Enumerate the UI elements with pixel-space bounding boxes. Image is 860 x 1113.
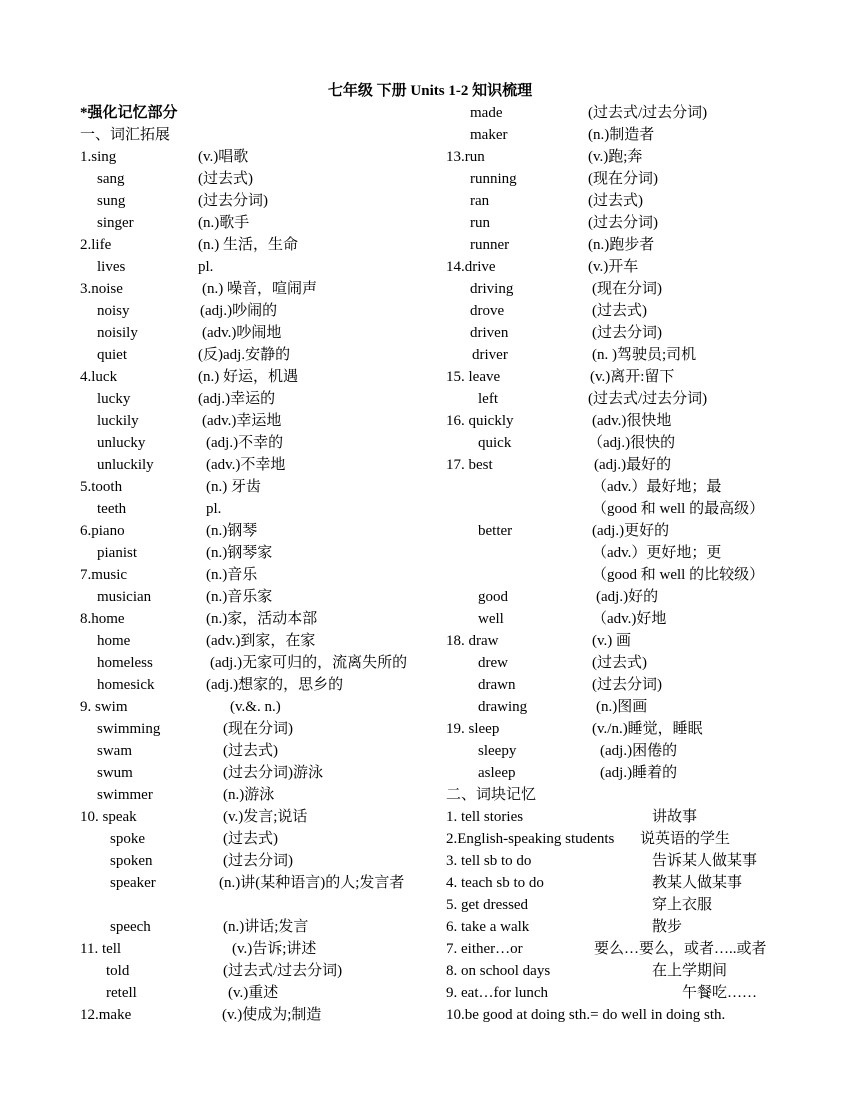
vocab-right-row <box>446 740 846 762</box>
vocab-left-term: noisy <box>97 303 130 319</box>
vocab-left-meaning: (n.)音乐 <box>206 567 258 583</box>
vocab-right-term: driver <box>472 347 508 363</box>
vocab-left-row <box>80 212 440 234</box>
vocab-left-row <box>80 718 440 740</box>
vocab-right-meaning: (v.)跑;奔 <box>588 149 643 165</box>
vocab-left-row <box>80 960 440 982</box>
vocab-left-meaning: (adj.)幸运的 <box>198 391 276 407</box>
vocab-right-meaning: (过去式/过去分词) <box>588 391 708 407</box>
vocab-right-meaning: (现在分词) <box>592 281 662 297</box>
vocab-left-term: lives <box>97 259 126 275</box>
vocab-right-row <box>446 454 846 476</box>
vocab-left-row <box>80 344 440 366</box>
vocab-right-meaning: (v.)离开:留下 <box>590 369 675 385</box>
vocab-right-term: 15. leave <box>446 369 501 385</box>
vocab-left-row <box>80 234 440 256</box>
vocab-right-row <box>446 432 846 454</box>
vocab-left-meaning: (n.)家，活动本部 <box>206 611 318 627</box>
vocab-left-row <box>80 674 440 696</box>
vocab-right-term: sleepy <box>478 743 517 759</box>
vocab-right-term: made <box>470 105 503 121</box>
vocab-left-row <box>80 1004 440 1026</box>
vocab-right-row <box>446 762 846 784</box>
vocab-list-left <box>80 146 440 1026</box>
vocab-right-row <box>446 146 846 168</box>
vocab-left-term: 10. speak <box>80 809 137 825</box>
vocab-right-meaning: (过去式/过去分词) <box>588 105 708 121</box>
vocab-right-row <box>446 498 846 520</box>
vocab-left-meaning: (adv.)幸运地 <box>202 413 282 429</box>
vocab-left-meaning: (v.)发言;说话 <box>223 809 308 825</box>
vocab-left-meaning: (过去式) <box>198 171 253 187</box>
subsection-phrases-heading: 二、词块记忆 <box>446 787 537 803</box>
vocab-right-meaning: (adj.)最好的 <box>594 457 672 473</box>
vocab-right-row <box>446 388 846 410</box>
vocab-left-term: 7.music <box>80 567 128 583</box>
right-column <box>446 102 846 1026</box>
phrase-row <box>446 938 846 960</box>
vocab-right-row <box>446 344 846 366</box>
vocab-left-meaning: (过去分词) <box>198 193 268 209</box>
vocab-left-row <box>80 476 440 498</box>
vocab-left-meaning: (adj.)吵闹的 <box>200 303 278 319</box>
phrase-meaning: 在上学期间 <box>652 963 728 979</box>
vocab-right-row <box>446 696 846 718</box>
vocab-left-row <box>80 190 440 212</box>
vocab-list-right <box>446 102 846 784</box>
vocab-left-meaning: (n.) 牙齿 <box>206 479 261 495</box>
vocab-right-term: 17. best <box>446 457 493 473</box>
vocab-right-row <box>446 102 846 124</box>
vocab-right-term: well <box>478 611 504 627</box>
vocab-left-row <box>80 388 440 410</box>
vocab-left-term: 8.home <box>80 611 125 627</box>
vocab-right-term: run <box>470 215 490 231</box>
vocab-left-term: speaker <box>110 875 156 891</box>
vocab-right-meaning: （good 和 well 的比较级） <box>592 567 765 583</box>
vocab-right-meaning: （adv.）更好地；更 <box>592 545 722 561</box>
vocab-left-row <box>80 652 440 674</box>
vocab-left-meaning: (过去式) <box>223 743 278 759</box>
vocab-left-row <box>80 410 440 432</box>
vocab-left-row <box>80 828 440 850</box>
phrase-row <box>446 894 846 916</box>
vocab-right-term: 14.drive <box>446 259 496 275</box>
vocab-left-meaning: (v.&. n.) <box>230 699 281 715</box>
vocab-right-meaning: (adj.)好的 <box>596 589 659 605</box>
vocab-left-row <box>80 850 440 872</box>
vocab-left-term: pianist <box>97 545 137 561</box>
vocab-right-term: driving <box>470 281 514 297</box>
vocab-right-term: asleep <box>478 765 516 781</box>
vocab-right-row <box>446 300 846 322</box>
vocab-right-meaning: (adj.)睡着的 <box>600 765 678 781</box>
vocab-left-term: 11. tell <box>80 941 122 957</box>
vocab-right-meaning: （adv.）最好地；最 <box>592 479 722 495</box>
vocab-left-row <box>80 366 440 388</box>
vocab-left-row <box>80 322 440 344</box>
vocab-right-row <box>446 322 846 344</box>
phrase-term: 10.be good at doing sth.= do well in doing sth. <box>446 1007 726 1023</box>
phrase-term: 9. eat…for lunch <box>446 985 549 1001</box>
vocab-left-row <box>80 982 440 1004</box>
vocab-left-term: swimming <box>97 721 161 737</box>
vocab-right-term: quick <box>478 435 512 451</box>
vocab-left-meaning: (n.) 噪音，喧闹声 <box>202 281 317 297</box>
vocab-left-term: 9. swim <box>80 699 128 715</box>
phrase-meaning: 散步 <box>652 919 683 935</box>
phrase-term: 4. teach sb to do <box>446 875 544 891</box>
vocab-left-term: 3.noise <box>80 281 123 297</box>
vocab-left-meaning: (过去分词) <box>223 853 293 869</box>
vocab-right-meaning: (v.) 画 <box>592 633 632 649</box>
vocab-right-meaning: (v.)开车 <box>588 259 639 275</box>
vocab-right-meaning: (过去分词) <box>592 677 662 693</box>
vocab-right-meaning: (过去式) <box>592 303 647 319</box>
vocab-right-row <box>446 652 846 674</box>
vocab-left-term: swimmer <box>97 787 153 803</box>
phrase-term: 5. get dressed <box>446 897 529 913</box>
vocab-right-term: left <box>478 391 498 407</box>
vocab-left-row <box>80 146 440 168</box>
phrase-meaning: 教某人做某事 <box>652 875 743 891</box>
phrase-row <box>446 828 846 850</box>
vocab-right-meaning: (adv.)很快地 <box>592 413 672 429</box>
phrase-term: 1. tell stories <box>446 809 524 825</box>
phrase-meaning: 讲故事 <box>652 809 698 825</box>
vocab-left-meaning: (adv.)吵闹地 <box>202 325 282 341</box>
vocab-left-row <box>80 498 440 520</box>
vocab-right-term: drew <box>478 655 508 671</box>
vocab-left-meaning: (过去式) <box>223 831 278 847</box>
vocab-right-term: drawn <box>478 677 516 693</box>
vocab-left-term: 12.make <box>80 1007 132 1023</box>
vocab-left-term: spoken <box>110 853 153 869</box>
vocab-right-meaning: （adj.)很快的 <box>588 435 676 451</box>
vocab-left-meaning: (v.)重述 <box>228 985 279 1001</box>
vocab-left-row <box>80 300 440 322</box>
vocab-left-term: spoke <box>110 831 145 847</box>
vocab-left-row <box>80 278 440 300</box>
phrase-row <box>446 850 846 872</box>
phrase-row <box>446 1004 846 1026</box>
vocab-left-term: 5.tooth <box>80 479 123 495</box>
vocab-left-meaning: (v.)告诉;讲述 <box>232 941 317 957</box>
vocab-right-term: drove <box>470 303 505 319</box>
vocab-left-meaning: (过去式/过去分词) <box>223 963 343 979</box>
vocab-left-row <box>80 608 440 630</box>
phrase-term: 6. take a walk <box>446 919 530 935</box>
vocab-left-term: 4.luck <box>80 369 118 385</box>
phrase-list <box>446 806 846 1026</box>
vocab-left-meaning: (adj.)想家的，思乡的 <box>206 677 344 693</box>
vocab-left-term: 6.piano <box>80 523 125 539</box>
vocab-left-meaning: (过去分词)游泳 <box>223 765 323 781</box>
vocab-left-row <box>80 168 440 190</box>
vocab-left-row <box>80 916 440 938</box>
vocab-left-term: quiet <box>97 347 127 363</box>
phrase-term: 8. on school days <box>446 963 551 979</box>
vocab-right-row <box>446 564 846 586</box>
vocab-right-row <box>446 410 846 432</box>
vocab-right-row <box>446 608 846 630</box>
vocab-right-row <box>446 234 846 256</box>
vocab-left-term: noisily <box>97 325 138 341</box>
vocab-left-row <box>80 542 440 564</box>
vocab-right-meaning: (过去分词) <box>592 325 662 341</box>
section-header: *强化记忆部分 <box>80 105 178 121</box>
vocab-left-term: singer <box>97 215 134 231</box>
vocab-left-term: speech <box>110 919 151 935</box>
phrase-row <box>446 806 846 828</box>
vocab-left-meaning: (n.)钢琴 <box>206 523 258 539</box>
vocab-left-meaning: (v.)使成为;制造 <box>222 1007 322 1023</box>
vocab-right-row <box>446 586 846 608</box>
vocab-right-term: 16. quickly <box>446 413 514 429</box>
vocab-left-meaning: (n.)歌手 <box>198 215 250 231</box>
vocab-right-row <box>446 190 846 212</box>
vocab-left-row <box>80 630 440 652</box>
vocab-right-row <box>446 278 846 300</box>
vocab-left-term: musician <box>97 589 152 605</box>
page-title: 七年级 下册 Units 1-2 知识梳理 <box>327 83 533 99</box>
vocab-left-term: lucky <box>97 391 131 407</box>
vocab-right-term: driven <box>470 325 509 341</box>
vocab-left-row <box>80 586 440 608</box>
vocab-right-row <box>446 630 846 652</box>
vocab-left-term: swum <box>97 765 133 781</box>
vocab-right-term: ran <box>470 193 490 209</box>
vocab-right-meaning: （adv.)好地 <box>592 611 667 627</box>
vocab-right-row <box>446 124 846 146</box>
vocab-right-term: better <box>478 523 513 539</box>
vocab-left-term: sung <box>97 193 126 209</box>
phrase-row <box>446 916 846 938</box>
vocab-right-row <box>446 168 846 190</box>
vocab-left-row <box>80 806 440 828</box>
vocab-left-row <box>80 256 440 278</box>
vocab-left-row <box>80 872 440 916</box>
vocab-right-meaning: (adj.)困倦的 <box>600 743 678 759</box>
vocab-left-term: unlucky <box>97 435 146 451</box>
vocab-right-term: runner <box>470 237 510 253</box>
vocab-left-meaning: (adj.)不幸的 <box>206 435 284 451</box>
vocab-right-meaning: (n.)跑步者 <box>588 237 655 253</box>
vocab-right-meaning: （good 和 well 的最高级） <box>592 501 765 517</box>
vocab-left-row <box>80 520 440 542</box>
vocab-right-row <box>446 256 846 278</box>
phrase-term: 7. either…or <box>446 941 523 957</box>
phrase-row <box>446 982 846 1004</box>
vocab-left-meaning: (n.) 好运，机遇 <box>198 369 298 385</box>
vocab-left-meaning: (n.) 生活，生命 <box>198 237 298 253</box>
vocab-right-meaning: (adj.)更好的 <box>592 523 670 539</box>
vocab-left-meaning: (n.)钢琴家 <box>206 545 273 561</box>
vocab-left-term: swam <box>97 743 132 759</box>
vocab-left-meaning: (n.)音乐家 <box>206 589 273 605</box>
phrase-row <box>446 960 846 982</box>
vocab-right-term: 13.run <box>446 149 485 165</box>
vocab-left-term: sang <box>97 171 125 187</box>
vocab-right-meaning: (v./n.)睡觉，睡眠 <box>592 721 703 737</box>
vocab-left-term: homesick <box>97 677 155 693</box>
vocab-right-meaning: (过去分词) <box>588 215 658 231</box>
vocab-left-row <box>80 762 440 784</box>
vocab-right-term: drawing <box>478 699 528 715</box>
vocab-left-meaning: (n.)讲话;发言 <box>223 919 309 935</box>
vocab-left-row <box>80 740 440 762</box>
vocab-left-row <box>80 432 440 454</box>
vocab-left-meaning: (n.)游泳 <box>223 787 275 803</box>
phrase-meaning: 说英语的学生 <box>640 831 731 847</box>
vocab-left-meaning: (adv.)不幸地 <box>206 457 286 473</box>
vocab-left-term: teeth <box>97 501 127 517</box>
phrase-meaning: 告诉某人做某事 <box>652 853 758 869</box>
vocab-right-row <box>446 476 846 498</box>
vocab-right-term: good <box>478 589 508 605</box>
vocab-right-meaning: (过去式) <box>588 193 643 209</box>
vocab-right-meaning: (n.)图画 <box>596 699 648 715</box>
vocab-left-row <box>80 938 440 960</box>
vocab-left-meaning: (v.)唱歌 <box>198 149 249 165</box>
vocab-left-meaning: pl. <box>206 501 222 517</box>
vocab-right-row <box>446 718 846 740</box>
vocab-right-meaning: (n. )驾驶员;司机 <box>592 347 697 363</box>
vocab-right-term: 19. sleep <box>446 721 500 737</box>
vocab-left-row <box>80 564 440 586</box>
vocab-left-meaning: (adj.)无家可归的，流离失所的 <box>210 655 408 671</box>
vocab-left-term: 2.life <box>80 237 112 253</box>
vocab-right-row <box>446 542 846 564</box>
vocab-left-meaning: (现在分词) <box>223 721 293 737</box>
vocab-right-term: maker <box>470 127 508 143</box>
vocab-left-term: unluckily <box>97 457 154 473</box>
vocab-right-meaning: (n.)制造者 <box>588 127 655 143</box>
vocab-left-meaning: (反)adj.安静的 <box>198 347 291 363</box>
vocab-left-row <box>80 784 440 806</box>
vocab-right-row <box>446 520 846 542</box>
subsection-vocab-heading: 一、词汇拓展 <box>80 127 171 143</box>
vocab-left-term: told <box>106 963 130 979</box>
vocab-left-term: 1.sing <box>80 149 117 165</box>
vocab-right-meaning: (现在分词) <box>588 171 658 187</box>
vocab-left-meaning: (adv.)到家，在家 <box>206 633 316 649</box>
phrase-term: 3. tell sb to do <box>446 853 532 869</box>
vocab-right-row <box>446 674 846 696</box>
vocab-left-row <box>80 696 440 718</box>
phrase-term: 2.English-speaking students <box>446 831 615 847</box>
vocab-left-term: retell <box>106 985 137 1001</box>
phrase-meaning: 穿上衣服 <box>652 897 713 913</box>
vocab-left-meaning: (n.)讲(某种语言)的人;发言者 <box>219 875 405 891</box>
phrase-row <box>446 872 846 894</box>
vocab-right-meaning: (过去式) <box>592 655 647 671</box>
vocab-left-meaning: pl. <box>198 259 214 275</box>
vocab-left-row <box>80 454 440 476</box>
vocab-right-term: running <box>470 171 517 187</box>
vocab-left-term: luckily <box>97 413 139 429</box>
phrase-meaning: 午餐吃…… <box>682 985 758 1001</box>
left-column <box>80 102 440 1026</box>
vocab-right-row <box>446 212 846 234</box>
vocab-left-term: home <box>97 633 131 649</box>
vocab-right-term: 18. draw <box>446 633 499 649</box>
vocab-right-row <box>446 366 846 388</box>
phrase-meaning: 要么…要么，或者…..或者 <box>594 941 767 957</box>
vocab-left-term: homeless <box>97 655 153 671</box>
